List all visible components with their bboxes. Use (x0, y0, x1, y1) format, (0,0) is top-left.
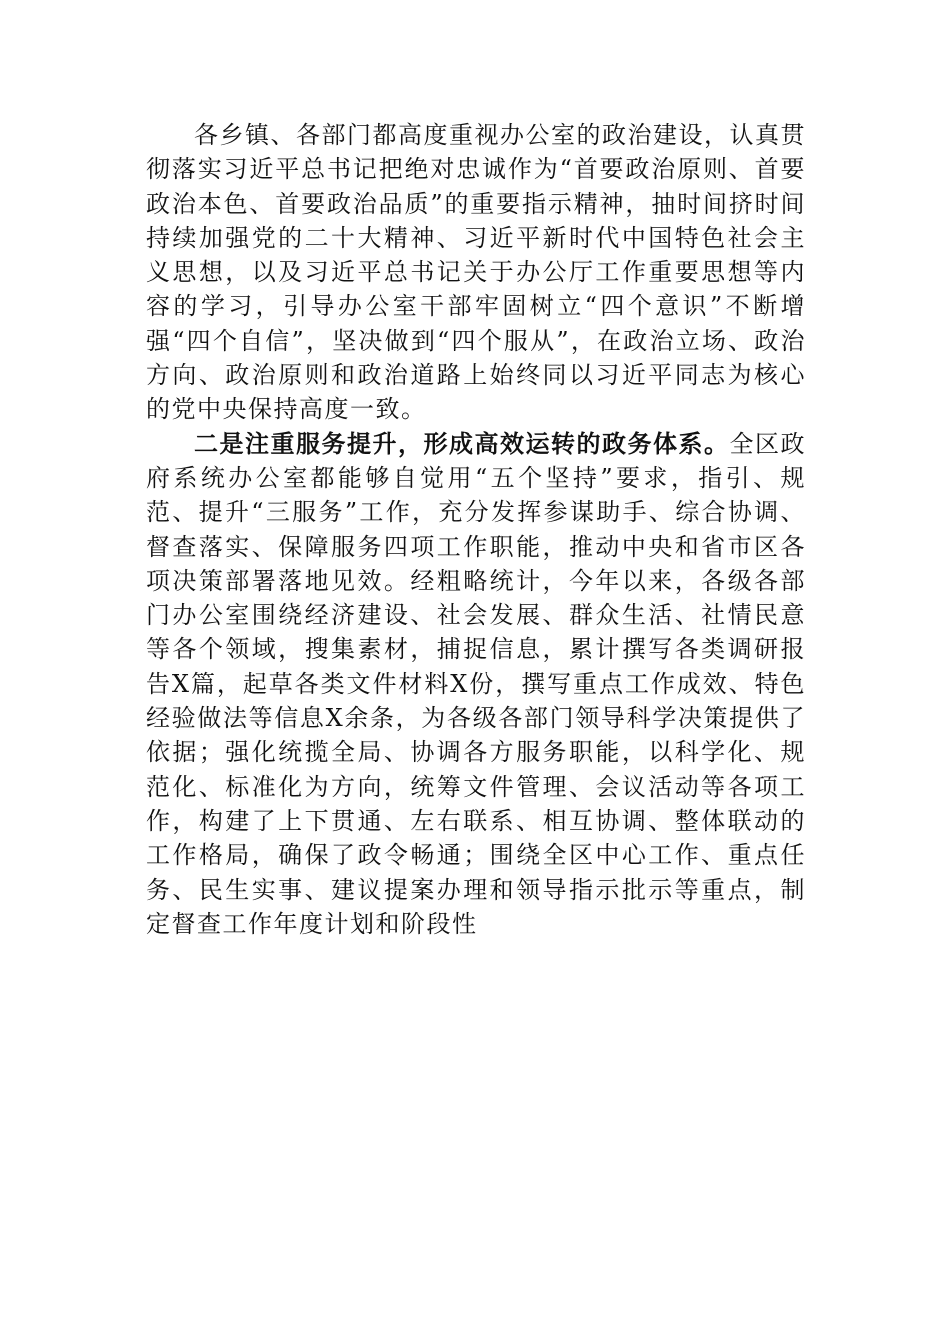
paragraph-2-lead: 二是注重服务提升，形成高效运转的政务体系。 (194, 428, 730, 458)
paragraph-1 (146, 118, 806, 427)
document-body (146, 118, 806, 941)
paragraph-2-text: 全区政府系统办公室都能够自觉用“五个坚持”要求，指引、规范、提升“三服务”工作，充分发挥参谋助手、综合协调、督查落实、保障服务四项工作职能，推动中央和省市区各项决策部署落地见效。经粗略统计，今年以来，各级各部门办公室围绕经济建设、社会发展、群众生活、社情民意等各个领域，搜集素材，捕捉信息，累计撰写各类调研报告X篇，起草各类文件材料X份，撰写重点工作成效、特色经验做法等信息X余条，为各级各部门领导科学决策提供了依据；强化统揽全局、协调各方服务职能，以科学化、规范化、标准化为方向，统筹文件管理、会议活动等各项工作，构建了上下贯通、左右联系、相互协调、整体联动的工作格局，确保了政令畅通；围绕全区中心工作、重点任务、民生实事、建议提案办理和领导指示批示等重点，制定督查工作年度计划和阶段性 (146, 429, 806, 938)
paragraph-1-text: 各乡镇、各部门都高度重视办公室的政治建设，认真贯彻落实习近平总书记把绝对忠诚作为“首要政治原则、首要政治本色、首要政治品质”的重要指示精神，抽时间挤时间持续加强党的二十大精神、习近平新时代中国特色社会主义思想，以及习近平总书记关于办公厅工作重要思想等内容的学习，引导办公室干部牢固树立“四个意识”不断增强“四个自信”，坚决做到“四个服从”，在政治立场、政治方向、政治原则和政治道路上始终同以习近平同志为核心的党中央保持高度一致。 (146, 121, 806, 424)
paragraph-2 (146, 427, 806, 941)
